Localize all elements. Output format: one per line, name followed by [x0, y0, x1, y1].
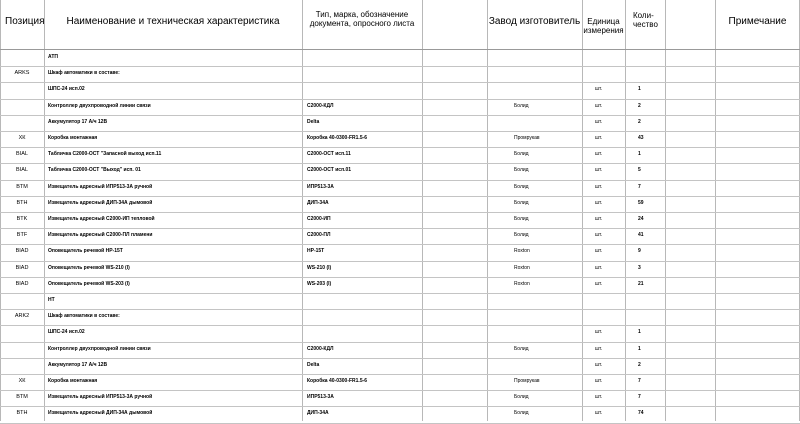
row-name: Аккумулятор 17 А/ч 12В [48, 118, 108, 125]
row-quantity: 1 [638, 329, 641, 336]
row-name: Оповещатель речевой WS-210 (I) [48, 264, 130, 271]
table-row [0, 358, 800, 373]
row-position: ХК [18, 378, 26, 384]
row-unit: шт. [595, 361, 603, 368]
row-name: Табличка С2000-ОСТ "Выход" исп. 01 [48, 167, 141, 174]
row-name: Контроллер двухпроводной линии связи [48, 345, 151, 352]
row-unit: шт. [595, 329, 603, 336]
row-name: Оповещатель речевой HP-15T [48, 248, 123, 255]
table-row [0, 277, 800, 292]
header-manufacturer: Завод изготовитель [488, 16, 581, 27]
row-quantity: 21 [638, 280, 644, 287]
table-row [0, 374, 800, 389]
table-row [0, 180, 800, 195]
row-position: BIAD [15, 280, 29, 287]
row-position: ARKS [14, 70, 30, 77]
row-type: HP-15T [307, 248, 325, 255]
row-type: С2000-КДЛ [307, 102, 334, 109]
row-unit: шт. [595, 248, 603, 255]
row-name: ШПС-24 исп.02 [48, 86, 85, 93]
row-type: Коробка 40-0300-FR1.5-6 [307, 378, 368, 384]
row-type: С2000-ОСТ исп.01 [307, 167, 352, 174]
row-quantity: 2 [638, 118, 641, 125]
row-type: С2000-ОСТ исп.11 [307, 151, 351, 158]
table-row [0, 228, 800, 243]
row-name: Табличка С2000-ОСТ "Запасной выход исп.11 [48, 151, 162, 158]
row-quantity: 59 [638, 199, 644, 206]
table-row [0, 131, 800, 146]
row-type: С2000-ИП [307, 216, 331, 222]
row-type: ИПР513-3А [307, 183, 334, 190]
row-name: Извещатель адресный ИПР513-3А ручной [48, 183, 153, 190]
row-type: WS-203 (I) [307, 280, 332, 287]
table-row [0, 325, 800, 340]
table-row [0, 390, 800, 405]
row-name: Оповещатель речевой WS-203 (I) [48, 280, 130, 287]
row-name: АТП [48, 54, 59, 60]
row-position: BIAD [15, 248, 29, 255]
row-name: Аккумулятор 17 А/ч 12В [48, 361, 108, 368]
row-quantity: 5 [638, 167, 641, 174]
header-unit: Единица измерения [583, 17, 624, 36]
row-unit: шт. [595, 232, 603, 239]
row-type: WS-210 (I) [307, 264, 332, 271]
row-position: BTF [16, 232, 28, 239]
table-row [0, 82, 800, 97]
row-quantity: 74 [638, 410, 644, 417]
row-divider [0, 423, 800, 424]
row-unit: шт. [595, 135, 603, 141]
row-unit: шт. [595, 86, 603, 93]
row-name: Извещатель адресный С2000-ПЛ пламени [48, 232, 153, 239]
row-manufacturer: Болид [514, 216, 529, 222]
row-position: ХК [18, 135, 26, 141]
row-unit: шт. [595, 151, 603, 158]
row-name: Коробка монтажная [48, 135, 98, 141]
row-position: BTH [16, 199, 28, 206]
table-row [0, 115, 800, 130]
row-type: Коробка 40-0300-FR1.5-6 [307, 135, 368, 141]
row-quantity: 43 [638, 135, 644, 141]
row-manufacturer: Болид [514, 410, 529, 417]
row-manufacturer: Болид [514, 102, 529, 109]
row-name: Извещатель адресный ДИП-34А дымовой [48, 199, 153, 206]
row-manufacturer: Болид [514, 199, 529, 206]
table-row [0, 342, 800, 357]
row-name: НТ [48, 297, 55, 303]
table-row [0, 163, 800, 178]
row-position: BIAD [15, 264, 29, 271]
row-unit: шт. [595, 118, 603, 125]
row-unit: шт. [595, 167, 603, 174]
row-unit: шт. [595, 183, 603, 190]
row-manufacturer: Болид [514, 167, 529, 174]
row-quantity: 7 [638, 183, 641, 190]
row-manufacturer: Болид [514, 151, 529, 158]
row-position: BIAL [16, 167, 28, 174]
row-type: ДИП-34А [307, 199, 329, 206]
row-name: Извещатель адресный ДИП-34А дымовой [48, 410, 153, 417]
header-position: Позиция [5, 16, 45, 27]
row-name: Извещатель адресный ИПР513-3А ручной [48, 394, 153, 401]
table-row [0, 66, 800, 81]
row-manufacturer: Промрукав [514, 378, 540, 384]
row-position: ARK2 [14, 313, 30, 320]
row-unit: шт. [595, 102, 603, 109]
row-manufacturer: Roxton [514, 264, 530, 271]
row-unit: шт. [595, 378, 603, 384]
row-quantity: 1 [638, 86, 641, 93]
table-row [0, 196, 800, 211]
row-quantity: 1 [638, 151, 641, 158]
row-manufacturer: Болид [514, 232, 529, 239]
row-type: С2000-КДЛ [307, 345, 334, 352]
row-manufacturer: Болид [514, 183, 529, 190]
row-manufacturer: Промрукав [514, 135, 540, 141]
row-quantity: 9 [638, 248, 641, 255]
header-note: Примечание [728, 16, 787, 27]
row-quantity: 7 [638, 378, 641, 384]
row-position: BTM [16, 183, 28, 190]
row-unit: шт. [595, 216, 603, 222]
table-row [0, 50, 800, 65]
row-type: Delta [307, 118, 320, 125]
table-row [0, 309, 800, 324]
row-position: BTK [16, 216, 28, 222]
row-type: ДИП-34А [307, 410, 329, 417]
row-name: Извещатель адресный С2000-ИП тепловой [48, 216, 155, 222]
row-quantity: 7 [638, 394, 641, 401]
row-quantity: 2 [638, 102, 641, 109]
row-position: BTM [16, 394, 28, 401]
table-row [0, 147, 800, 162]
row-quantity: 24 [638, 216, 644, 222]
row-type: С2000-ПЛ [307, 232, 331, 239]
table-row [0, 293, 800, 308]
row-manufacturer: Roxton [514, 280, 530, 287]
header-quantity: Коли-чество [633, 11, 658, 30]
row-position: BTH [16, 410, 28, 417]
row-type: Delta [307, 361, 320, 368]
row-name: Контроллер двухпроводной линии связи [48, 102, 151, 109]
table-row [0, 212, 800, 227]
row-unit: шт. [595, 280, 603, 287]
header-name: Наименование и техническая характеристика [66, 16, 280, 27]
row-name: ШПС-24 исп.02 [48, 329, 85, 336]
row-name: Шкаф автоматики в составе: [48, 70, 120, 77]
row-manufacturer: Болид [514, 345, 529, 352]
row-position: BIAL [16, 151, 28, 158]
row-name: Коробка монтажная [48, 378, 98, 384]
row-quantity: 3 [638, 264, 641, 271]
row-unit: шт. [595, 264, 603, 271]
row-manufacturer: Roxton [514, 248, 530, 255]
header-type: Тип, марка, обозначение документа, опросного листа [309, 10, 415, 29]
row-type: ИПР513-3А [307, 394, 334, 401]
row-quantity: 2 [638, 361, 641, 368]
row-quantity: 1 [638, 345, 641, 352]
row-manufacturer: Болид [514, 394, 529, 401]
table-row [0, 406, 800, 421]
row-quantity: 41 [638, 232, 644, 239]
table-row [0, 261, 800, 276]
row-unit: шт. [595, 394, 603, 401]
row-unit: шт. [595, 345, 603, 352]
table-row [0, 244, 800, 259]
table-row [0, 99, 800, 114]
row-name: Шкаф автоматики в составе: [48, 313, 120, 320]
row-unit: шт. [595, 410, 603, 417]
row-unit: шт. [595, 199, 603, 206]
